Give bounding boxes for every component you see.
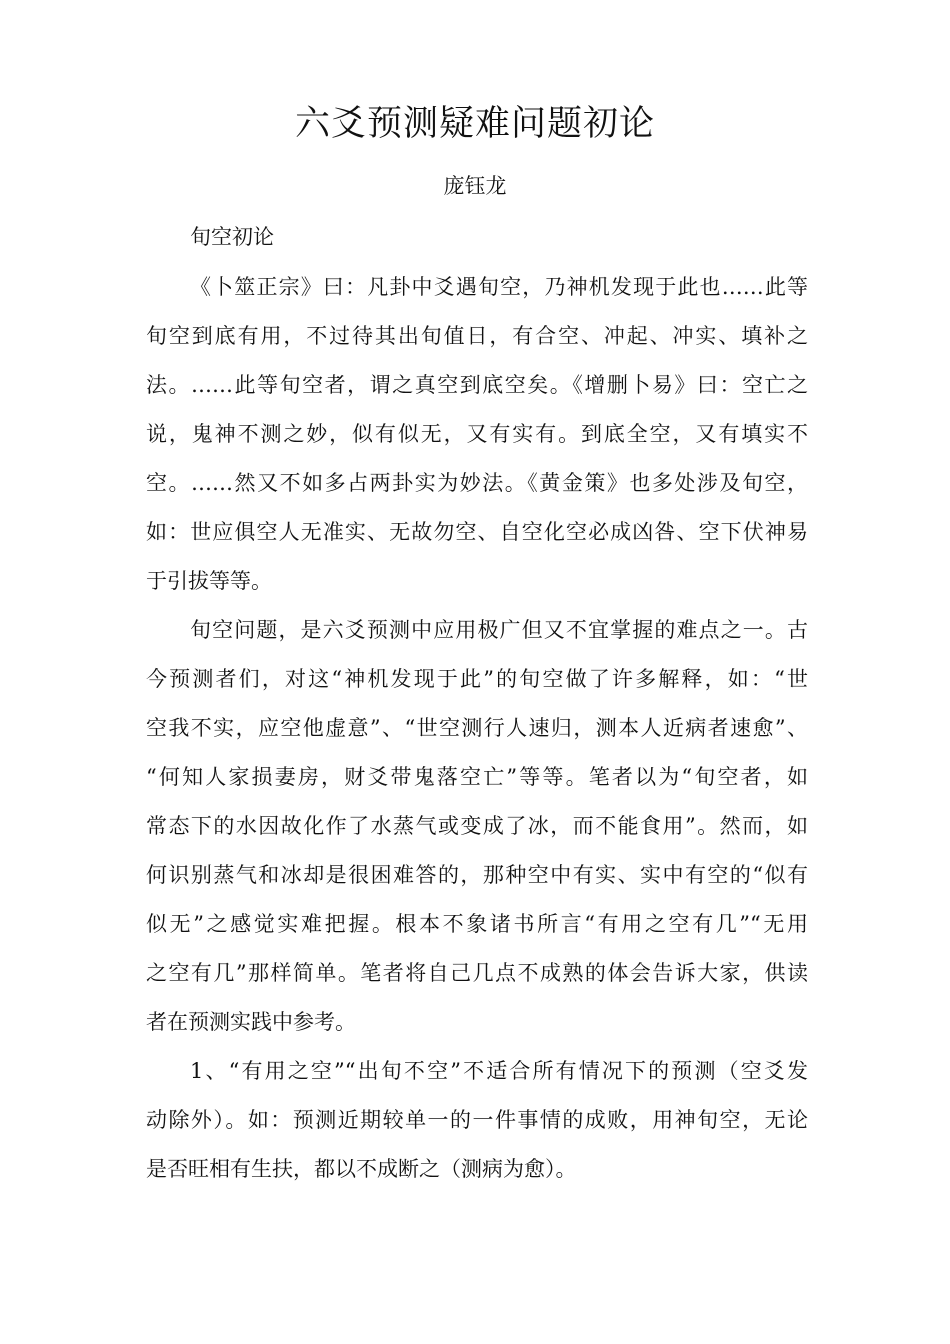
paragraph-line: 旬空问题，是六爻预测中应用极广但又不宜掌握的难点之一。古 bbox=[190, 618, 808, 642]
paragraph-line: 说，鬼神不测之妙，似有似无，又有实有。到底全空，又有填实不 bbox=[146, 422, 808, 446]
paragraph-line: 于引拔等等。 bbox=[146, 569, 272, 593]
paragraph-3 bbox=[146, 1054, 808, 1201]
paragraph-1 bbox=[146, 270, 808, 613]
paragraph-line: 动除外）。如：预测近期较单一的一件事情的成败，用神旬空，无论 bbox=[146, 1108, 808, 1132]
document-title: 六爻预测疑难问题初论 bbox=[294, 104, 655, 144]
author-name: 庞钰龙 bbox=[443, 174, 507, 198]
section-heading: 旬空初论 bbox=[190, 225, 274, 249]
paragraph-line: 何识别蒸气和冰却是很困难答的，那种空中有实、实中有空的“似有 bbox=[146, 863, 808, 887]
paragraph-line: 法。……此等旬空者，谓之真空到底空矣。《增删卜易》曰：空亡之 bbox=[146, 373, 808, 397]
paragraph-line: 似无”之感觉实难把握。根本不象诸书所言“有用之空有几”“无用 bbox=[146, 912, 808, 936]
document-body bbox=[146, 220, 808, 1201]
spacer bbox=[146, 254, 808, 270]
paragraph-2 bbox=[146, 613, 808, 1054]
paragraph-line: 今预测者们，对这“神机发现于此”的旬空做了许多解释，如：“世 bbox=[146, 667, 808, 691]
paragraph-line: 1、“有用之空”“出旬不空”不适合所有情况下的预测（空爻发 bbox=[190, 1059, 808, 1083]
paragraph-line: 之空有几”那样简单。笔者将自己几点不成熟的体会告诉大家，供读 bbox=[146, 961, 808, 985]
paragraph-line: 旬空到底有用，不过待其出旬值日，有合空、冲起、冲实、填补之 bbox=[146, 324, 808, 348]
paragraph-line: 是否旺相有生扶，都以不成断之（测病为愈）。 bbox=[146, 1157, 577, 1181]
paragraph-line: 如：世应俱空人无准实、无故勿空、自空化空必成凶咎、空下伏神易 bbox=[146, 520, 808, 544]
paragraph-line: 常态下的水因故化作了水蒸气或变成了冰，而不能食用”。然而，如 bbox=[146, 814, 808, 838]
paragraph-line: 空我不实，应空他虚意”、“世空测行人速归，测本人近病者速愈”、 bbox=[146, 716, 808, 740]
paragraph-line: 空。……然又不如多占两卦实为妙法。《黄金策》也多处涉及旬空， bbox=[146, 471, 808, 495]
paragraph-line: 者在预测实践中参考。 bbox=[146, 1010, 356, 1034]
paragraph-line: “何知人家损妻房，财爻带鬼落空亡”等等。笔者以为“旬空者，如 bbox=[146, 765, 808, 789]
paragraph-line: 《卜筮正宗》曰：凡卦中爻遇旬空，乃神机发现于此也……此等 bbox=[190, 275, 808, 299]
